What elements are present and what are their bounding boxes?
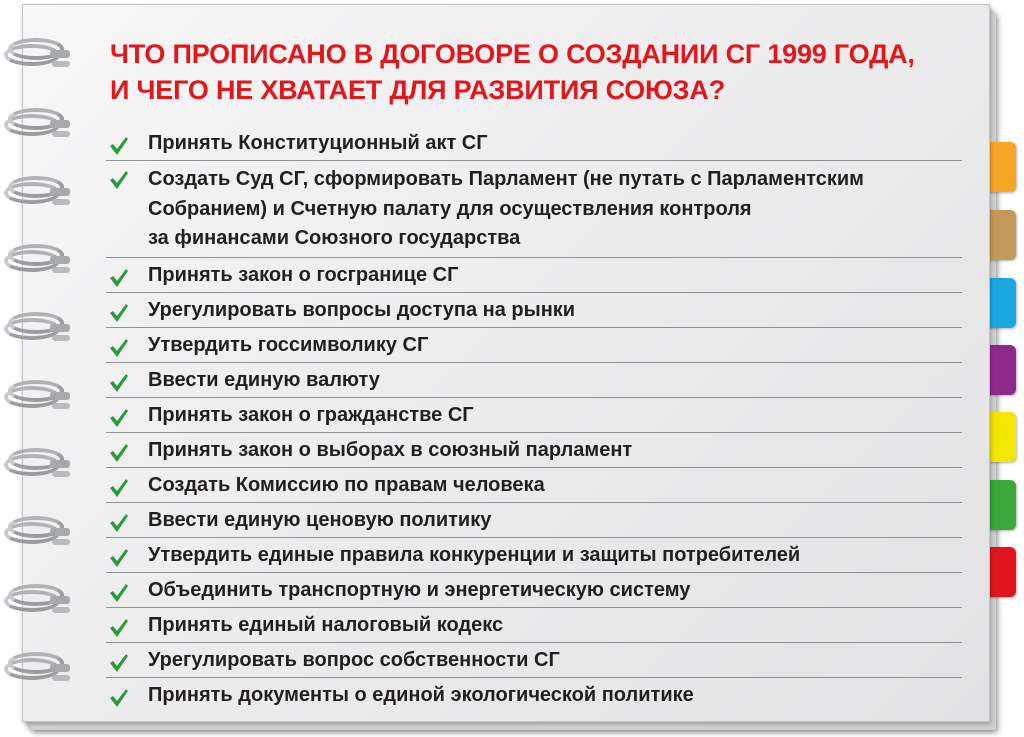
- checklist-item-text: Принять закон о госгранице СГ: [148, 263, 459, 286]
- checklist-item: [106, 293, 962, 328]
- checklist-item: [106, 608, 962, 643]
- checklist-item-text: Утвердить единые правила конкуренции и защиты потребителей: [148, 543, 801, 566]
- checklist-item-text: Урегулировать вопросы доступа на рынки: [148, 298, 576, 321]
- checklist: [106, 126, 962, 712]
- checkmark-icon: [109, 136, 129, 156]
- checklist-item-text: Утвердить госсимволику СГ: [148, 333, 429, 356]
- checkmark-icon: [109, 338, 129, 358]
- checkmark-icon: [109, 408, 129, 428]
- checkmark-icon: [109, 268, 129, 288]
- index-tab-orange[interactable]: [986, 142, 1016, 192]
- spiral-binding-ring-icon: [0, 448, 75, 482]
- checklist-item: [106, 538, 962, 573]
- spiral-binding-ring-icon: [0, 176, 75, 210]
- checkmark-icon: [109, 618, 129, 638]
- checkmark-icon: [109, 373, 129, 393]
- checklist-item-text: Создать Суд СГ, сформировать Парламент (не путать с Парламентским: [148, 168, 864, 190]
- checkmark-icon: [109, 583, 129, 603]
- checklist-item: [106, 363, 962, 398]
- spiral-binding-ring-icon: [0, 108, 75, 142]
- checklist-item: [106, 161, 962, 258]
- checklist-item-text: Принять Конституционный акт СГ: [148, 132, 488, 154]
- spiral-binding-ring-icon: [0, 516, 75, 550]
- checklist-item-text: Собранием) и Счетную палату для осуществления контроля: [148, 197, 752, 220]
- checklist-item: [106, 678, 962, 712]
- checkmark-icon: [109, 303, 129, 323]
- checklist-item-text: Урегулировать вопрос собственности СГ: [148, 648, 560, 671]
- checklist-item-text: Объединить транспортную и энергетическую систему: [148, 578, 691, 601]
- checkmark-icon: [109, 688, 129, 708]
- title-line-1: ЧТО ПРОПИСАНО В ДОГОВОРЕ О СОЗДАНИИ СГ 1999 ГОДА,: [110, 39, 915, 69]
- checkmark-icon: [109, 170, 129, 190]
- index-tab-yellow[interactable]: [986, 412, 1016, 462]
- spiral-binding-ring-icon: [0, 584, 75, 618]
- checkmark-icon: [109, 513, 129, 533]
- spiral-binding-ring-icon: [0, 312, 75, 346]
- index-tab-blue[interactable]: [986, 278, 1016, 328]
- checklist-item-text: Принять единый налоговый кодекс: [148, 613, 504, 636]
- spiral-binding-ring-icon: [0, 244, 75, 278]
- checkmark-icon: [109, 548, 129, 568]
- checkmark-icon: [109, 653, 129, 673]
- index-tab-green[interactable]: [986, 480, 1016, 530]
- checklist-item-text: Принять закон о выборах в союзный парламент: [148, 438, 633, 461]
- checkmark-icon: [109, 443, 129, 463]
- checkmark-icon: [109, 478, 129, 498]
- checklist-item-text: Ввести единую валюту: [148, 368, 380, 391]
- checklist-item: [106, 433, 962, 468]
- checklist-item: [106, 328, 962, 363]
- page-title: [110, 36, 970, 108]
- checklist-item-text: Ввести единую ценовую политику: [148, 508, 492, 531]
- spiral-binding-ring-icon: [0, 380, 75, 414]
- checklist-item-text: Принять документы о единой экологической политике: [148, 683, 694, 706]
- checklist-item: [106, 503, 962, 538]
- checklist-item: [106, 398, 962, 433]
- checklist-item-text: за финансами Союзного государства: [148, 227, 521, 249]
- spiral-binding-ring-icon: [0, 652, 75, 686]
- index-tab-purple[interactable]: [986, 345, 1016, 395]
- checklist-item: [106, 573, 962, 608]
- index-tab-tan[interactable]: [986, 210, 1016, 260]
- checklist-item: [106, 643, 962, 678]
- index-tab-red[interactable]: [986, 547, 1016, 597]
- title-line-2: И ЧЕГО НЕ ХВАТАЕТ ДЛЯ РАЗВИТИЯ СОЮЗА?: [110, 75, 725, 105]
- checklist-item-text: Принять закон о гражданстве СГ: [148, 403, 474, 426]
- checklist-item: [106, 258, 962, 293]
- checklist-item: [106, 468, 962, 503]
- checklist-item-text: Создать Комиссию по правам человека: [148, 473, 545, 496]
- spiral-binding-ring-icon: [0, 38, 75, 72]
- checklist-item: [106, 126, 962, 161]
